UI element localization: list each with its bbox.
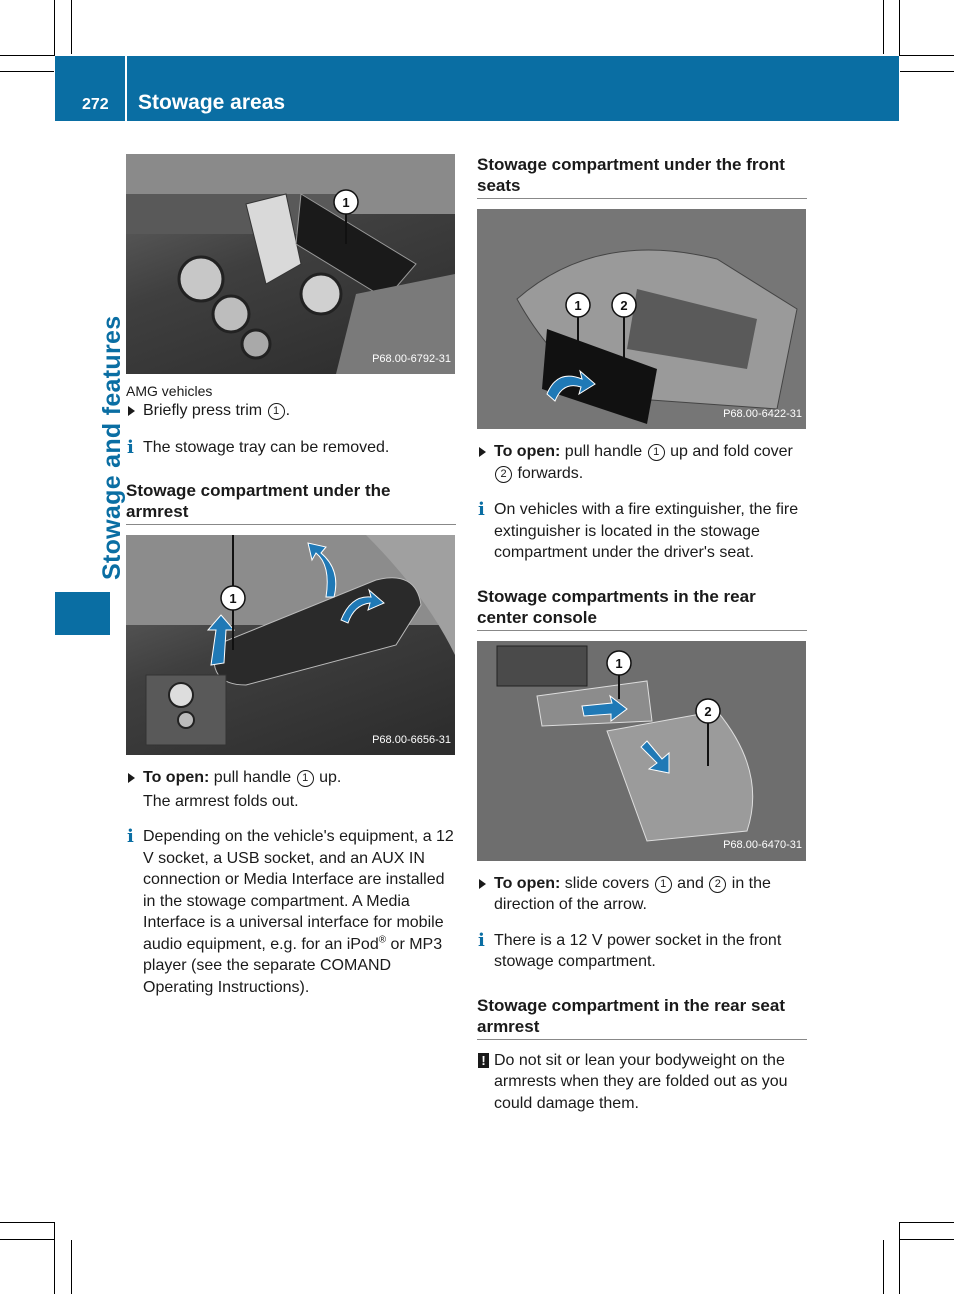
step-text: in the direction of the arrow. — [494, 874, 771, 913]
info-icon: i — [127, 826, 134, 847]
figure-front-seats — [477, 209, 806, 429]
section-title: Stowage areas — [138, 91, 286, 114]
info-note — [126, 826, 456, 998]
header-divider — [125, 56, 127, 121]
step-text: up. — [314, 769, 342, 786]
crop-mark — [54, 0, 55, 56]
caption: AMG vehicles — [126, 383, 213, 399]
figure-illustration — [126, 535, 455, 755]
svg-text:1: 1 — [574, 298, 582, 313]
info-note — [477, 499, 807, 564]
step-text: . — [285, 402, 291, 419]
warning-note — [477, 1050, 807, 1115]
svg-text:1: 1 — [615, 655, 623, 671]
svg-text:1: 1 — [342, 195, 350, 210]
figure-amg-trim — [126, 154, 455, 374]
callout-number: 1 — [268, 403, 285, 420]
step-label: To open: — [494, 443, 561, 460]
step-arrow-icon — [479, 447, 486, 457]
step-result: The armrest folds out. — [143, 792, 299, 810]
step-arrow-icon — [128, 773, 135, 783]
info-text: There is a 12 V power socket in the front stowage compartment. — [494, 931, 782, 970]
figure-illustration — [477, 641, 806, 861]
registered-mark: ® — [378, 934, 387, 946]
crop-mark — [0, 55, 54, 56]
callout-number: 2 — [709, 876, 726, 893]
step-label: To open: — [143, 769, 210, 786]
heading-front-seats: Stowage compartment under the front seats — [477, 154, 807, 199]
info-icon: i — [478, 929, 485, 951]
heading-rear-armrest: Stowage compartment in the rear seat armrest — [477, 995, 807, 1040]
figure-armrest — [126, 535, 455, 755]
warning-text: Do not sit or lean your bodyweight on the armrests when they are folded out as you could damage them. — [494, 1051, 788, 1112]
crop-mark — [0, 1239, 54, 1240]
step-text: pull handle — [560, 443, 647, 460]
figure-rear-console — [477, 641, 806, 861]
step-arrow-icon — [128, 406, 135, 416]
left-column — [126, 154, 456, 998]
info-icon: i — [478, 499, 485, 520]
info-icon: i — [127, 436, 134, 458]
crop-mark — [900, 71, 954, 72]
crop-mark — [900, 1239, 954, 1240]
info-text: Depending on the vehicle's equipment, a 12 V socket, a USB socket, and an AUX IN connection or Media Interface are installed in the stowage compartment. A Media Interface is a universal interface for mobile audio equipment, e.g. for an iPod — [143, 828, 454, 953]
crop-mark — [899, 1222, 900, 1294]
crop-mark — [71, 0, 72, 54]
side-tab-title: Stowage and features — [98, 315, 126, 580]
info-text: The stowage tray can be removed. — [143, 438, 390, 456]
step-text: pull handle — [209, 769, 296, 786]
instruction-step — [126, 400, 456, 422]
step-text: Briefly press trim — [143, 402, 267, 419]
step-text: up and fold cover — [665, 443, 793, 460]
instruction-step — [477, 873, 807, 916]
figure-illustration — [477, 209, 806, 429]
figure-code: P68.00-6470-31 — [723, 839, 802, 851]
callout-number: 1 — [297, 770, 314, 787]
step-text: slide covers — [560, 874, 654, 892]
info-text: or MP3 player (see the separate COMAND Operating Instructions). — [143, 935, 443, 996]
step-text: forwards. — [513, 464, 584, 482]
figure-code: P68.00-6422-31 — [723, 407, 802, 420]
crop-mark — [0, 71, 54, 72]
warning-icon: ! — [478, 1053, 489, 1068]
crop-mark — [71, 1240, 72, 1294]
figure-code: P68.00-6792-31 — [372, 352, 451, 365]
svg-text:1: 1 — [229, 591, 237, 606]
page-header — [55, 56, 899, 121]
callout-number: 1 — [648, 444, 665, 461]
callout-number: 2 — [495, 466, 512, 483]
info-text: On vehicles with a fire extinguisher, the fire extinguisher is located in the stowage compartment under the driver's seat. — [494, 501, 799, 561]
step-arrow-icon — [479, 879, 486, 889]
crop-mark — [0, 1222, 54, 1223]
step-label: To open: — [494, 874, 561, 892]
crop-mark — [54, 1222, 55, 1294]
instruction-step — [126, 767, 456, 789]
crop-mark — [883, 1240, 884, 1294]
info-note — [477, 930, 807, 973]
right-column — [477, 154, 807, 1114]
figure-illustration — [126, 154, 455, 374]
crop-mark — [900, 55, 954, 56]
crop-mark — [900, 1222, 954, 1223]
crop-mark — [899, 0, 900, 56]
info-note — [126, 437, 456, 459]
page-number: 272 — [82, 96, 109, 113]
heading-rear-console: Stowage compartments in the rear center console — [477, 586, 807, 631]
instruction-step — [477, 441, 807, 484]
svg-text:2: 2 — [704, 703, 712, 719]
heading-armrest: Stowage compartment under the armrest — [126, 480, 456, 525]
side-tab-marker — [55, 592, 110, 635]
crop-mark — [883, 0, 884, 54]
callout-number: 1 — [655, 876, 672, 893]
step-text: and — [672, 874, 709, 892]
figure-code: P68.00-6656-31 — [372, 733, 451, 746]
svg-text:2: 2 — [620, 298, 628, 313]
